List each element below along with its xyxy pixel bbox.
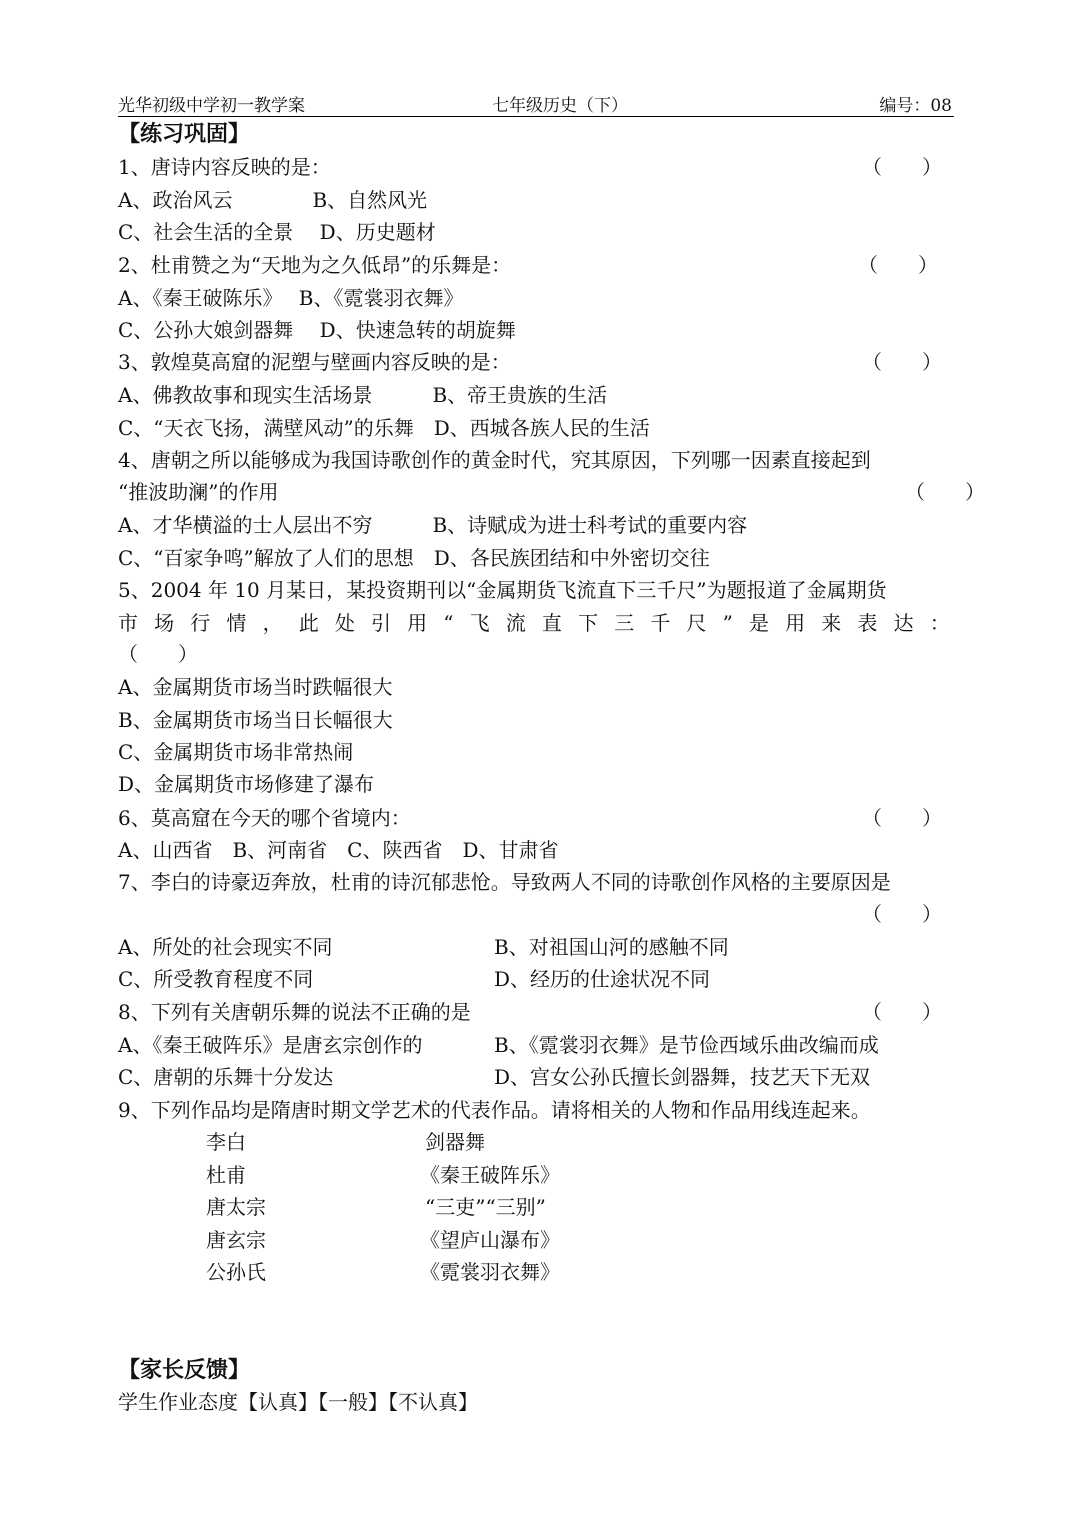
matching-person: 李白 bbox=[206, 1130, 246, 1154]
question-8: 8、下列有关唐朝乐舞的说法不正确的是 bbox=[118, 1000, 471, 1024]
question-9: 9、下列作品均是隋唐时期文学艺术的代表作品。请将相关的人物和作品用线连起来。 bbox=[118, 1098, 871, 1122]
question-6: 6、莫高窟在今天的哪个省境内： bbox=[118, 806, 411, 830]
matching-work: “三吏”“三别” bbox=[425, 1195, 546, 1219]
q5-char: 引 bbox=[370, 611, 391, 635]
q5-char: 处 bbox=[334, 611, 355, 635]
question-5: 5、2004 年 10 月某日，某投资期刊以“金属期货飞流直下三千尺”为题报道了金属期货 bbox=[118, 578, 887, 602]
question-4: 4、唐朝之所以能够成为我国诗歌创作的黄金时代，究其原因，下列哪一因素直接起到 bbox=[118, 448, 871, 472]
question-5-option-a: A、金属期货市场当时跌幅很大 bbox=[118, 675, 393, 699]
q5-char: 场 bbox=[154, 611, 175, 635]
question-7-option-b: B、对祖国山河的感触不同 bbox=[494, 935, 729, 959]
course-title: 七年级历史（下） bbox=[492, 96, 628, 116]
q5-char: 用 bbox=[407, 611, 428, 635]
answer-blank-5: （ ） bbox=[118, 642, 198, 666]
q5-char: 流 bbox=[505, 611, 526, 635]
question-7-option-d: D、经历的仕途状况不同 bbox=[494, 967, 711, 991]
matching-work: 剑器舞 bbox=[425, 1130, 485, 1154]
answer-blank-4: （ ） bbox=[905, 480, 985, 504]
question-7: 7、李白的诗豪迈奔放，杜甫的诗沉郁悲怆。导致两人不同的诗歌创作风格的主要原因是 bbox=[118, 870, 891, 894]
question-1-options-cd: C、社会生活的全景 D、历史题材 bbox=[118, 220, 436, 244]
question-5-option-c: C、金属期货市场非常热闹 bbox=[118, 740, 354, 764]
question-1-options-ab: A、政治风云 B、自然风光 bbox=[118, 188, 428, 212]
q5-char: 是 bbox=[749, 611, 769, 635]
question-8-option-a: A、《秦王破阵乐》是唐玄宗创作的 bbox=[118, 1033, 423, 1057]
q5-char: 情 bbox=[226, 611, 247, 635]
section-practice-title: 【练习巩固】 bbox=[118, 121, 251, 147]
question-5-continued bbox=[118, 610, 950, 636]
question-4-options-cd: C、“百家争鸣”解放了人们的思想 D、各民族团结和中外密切交往 bbox=[118, 546, 710, 570]
question-3: 3、敦煌莫高窟的泥塑与壁画内容反映的是： bbox=[118, 350, 511, 374]
q5-char: 行 bbox=[190, 611, 211, 635]
matching-person: 杜甫 bbox=[206, 1163, 246, 1187]
answer-blank-3: （ ） bbox=[862, 350, 942, 374]
parent-feedback-line: 学生作业态度【认真】【一般】【不认真】 bbox=[118, 1390, 478, 1414]
q5-char: ： bbox=[929, 611, 950, 635]
answer-blank-1: （ ） bbox=[862, 155, 942, 179]
matching-work: 《秦王破阵乐》 bbox=[420, 1163, 560, 1187]
question-2-options-cd: C、公孙大娘剑器舞 D、快速急转的胡旋舞 bbox=[118, 318, 516, 342]
q5-char: 直 bbox=[541, 611, 562, 635]
q5-char: 飞 bbox=[469, 611, 490, 635]
matching-work: 《望庐山瀑布》 bbox=[420, 1228, 560, 1252]
question-8-option-c: C、唐朝的乐舞十分发达 bbox=[118, 1065, 334, 1089]
document-number: 编号：08 bbox=[879, 96, 952, 116]
section-parent-feedback-title: 【家长反馈】 bbox=[118, 1357, 251, 1383]
question-3-options-cd: C、“天衣飞扬，满壁风动”的乐舞 D、西城各族人民的生活 bbox=[118, 416, 650, 440]
q5-char: “ bbox=[443, 611, 454, 635]
q5-char: 表 bbox=[857, 611, 878, 635]
q5-char: 达 bbox=[893, 611, 914, 635]
answer-blank-8: （ ） bbox=[862, 1000, 942, 1024]
question-6-options: A、山西省 B、河南省 C、陕西省 D、甘肃省 bbox=[118, 838, 559, 862]
answer-blank-6: （ ） bbox=[862, 806, 942, 830]
q5-char: 千 bbox=[650, 611, 671, 635]
matching-work: 《霓裳羽衣舞》 bbox=[420, 1260, 560, 1284]
q5-char: 用 bbox=[785, 611, 806, 635]
answer-blank-7: （ ） bbox=[862, 902, 942, 926]
q5-char: ” bbox=[722, 611, 733, 635]
matching-person: 唐太宗 bbox=[206, 1195, 266, 1219]
question-2-options-ab: A、《秦王破陈乐》 B、《霓裳羽衣舞》 bbox=[118, 286, 464, 310]
question-8-option-d: D、宫女公孙氏擅长剑器舞，技艺天下无双 bbox=[494, 1065, 871, 1089]
q5-char: 市 bbox=[118, 611, 138, 635]
q5-char: 下 bbox=[578, 611, 599, 635]
q5-char: ， bbox=[262, 611, 283, 635]
q5-char: 三 bbox=[614, 611, 635, 635]
matching-person: 公孙氏 bbox=[206, 1260, 266, 1284]
school-name: 光华初级中学初一教学案 bbox=[118, 96, 305, 116]
question-2: 2、杜甫赞之为“天地为之久低昂”的乐舞是： bbox=[118, 253, 512, 277]
q5-char: 尺 bbox=[686, 611, 707, 635]
question-5-option-d: D、金属期货市场修建了瀑布 bbox=[118, 772, 375, 796]
question-8-option-b: B、《霓裳羽衣舞》是节俭西域乐曲改编而成 bbox=[494, 1033, 879, 1057]
question-1: 1、唐诗内容反映的是： bbox=[118, 155, 331, 179]
matching-person: 唐玄宗 bbox=[206, 1228, 266, 1252]
page-header bbox=[118, 88, 954, 117]
question-7-option-c: C、所受教育程度不同 bbox=[118, 967, 314, 991]
q5-char: 此 bbox=[298, 611, 319, 635]
question-5-option-b: B、金属期货市场当日长幅很大 bbox=[118, 708, 393, 732]
question-3-options-ab: A、佛教故事和现实生活场景 B、帝王贵族的生活 bbox=[118, 383, 608, 407]
question-4-continued: “推波助澜”的作用 bbox=[118, 480, 279, 504]
q5-char: 来 bbox=[821, 611, 842, 635]
answer-blank-2: （ ） bbox=[858, 253, 938, 277]
question-7-option-a: A、所处的社会现实不同 bbox=[118, 935, 333, 959]
question-4-options-ab: A、才华横溢的士人层出不穷 B、诗赋成为进士科考试的重要内容 bbox=[118, 513, 748, 537]
